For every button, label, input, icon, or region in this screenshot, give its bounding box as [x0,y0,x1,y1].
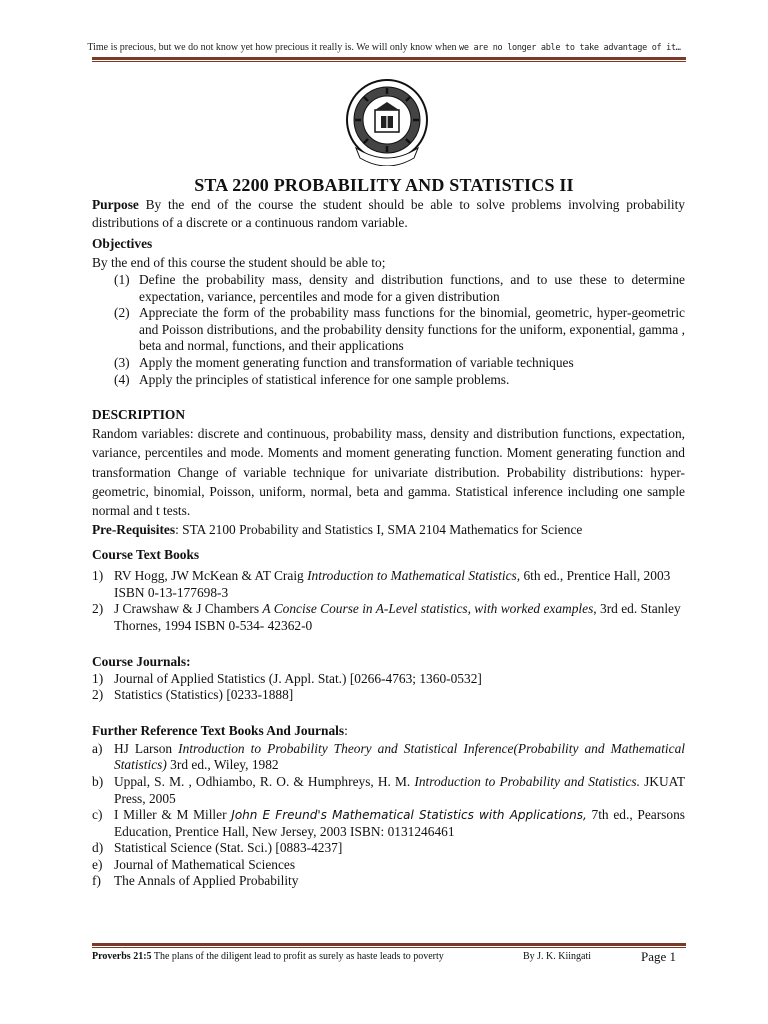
description-heading: DESCRIPTION [92,407,186,423]
header-quote-tail: we are no longer able to take advantage of it… [459,43,681,53]
reference-title: Introduction to Probability and Statistics. [414,773,640,789]
reference-item [92,774,685,807]
textbook-number: 1) [92,568,104,584]
reference-details: JKUAT Press, 2005 [114,773,685,806]
objective-text: Appreciate the form of the probability mass functions for the binomial, geometric, hyper-geometric and Poisson distributions, and the probability density functions for the uniform, exponential, gamma , beta and normal, functions, and their applications [139,305,685,354]
textbooks-list [92,568,685,634]
footer-quote [92,951,444,962]
header-quote [0,42,768,53]
prerequisites-paragraph [92,521,685,539]
objective-text: Apply the principles of statistical inference for one sample problems. [139,371,510,387]
footer-quote-text: The plans of the diligent lead to profit as surely as haste leads to poverty [151,951,444,962]
reference-authors: HJ Larson [114,740,179,756]
objective-number: (4) [114,371,130,387]
objectives-list [92,272,685,388]
textbook-title: A Concise Course in A-Level statistics, with worked examples [262,601,594,617]
objective-item [92,305,685,355]
page-title: STA 2200 PROBABILITY AND STATISTICS II [194,175,574,195]
journal-number: 2) [92,687,104,703]
reference-letter: c) [92,807,103,823]
textbook-title: Introduction to Mathematical Statistics, [307,568,521,584]
reference-letter: b) [92,773,104,789]
textbook-authors: J Crawshaw & J Chambers [114,601,263,617]
textbook-details: 6th ed., Prentice Hall, 2003 ISBN 0-13-177698-3 [114,568,671,600]
reference-item [92,807,685,840]
reference-title: Introduction to Probability Theory and Statistical Inference(Probability and Mathematical Statistics) [114,740,685,773]
textbook-authors: RV Hogg, JW McKean & AT Craig [114,568,308,584]
further-heading: Further Reference Text Books And Journals [92,722,345,738]
reference-details: 7th ed., Pearsons Education, Prentice Hall, New Jersey, 2003 ISBN: 0131246461 [114,807,685,839]
further-heading-line [92,722,685,740]
textbooks-heading: Course Text Books [92,547,200,563]
textbook-item [92,601,685,634]
prerequisites-label: Pre-Requisites [92,522,176,538]
header-rule [92,57,686,60]
journal-text: Statistics (Statistics) [0233-1888] [114,687,294,703]
journal-text: Journal of Applied Statistics (J. Appl. Stat.) [0266-4763; 1360-0532] [114,670,482,686]
document-body [92,196,685,890]
footer-rule [92,943,686,946]
journal-number: 1) [92,670,104,686]
reference-letter: a) [92,740,103,756]
journals-heading: Course Journals: [92,653,191,669]
university-crest-icon [344,78,430,166]
header-quote-main: Time is precious, but we do not know yet how precious it really is. We will only know when [87,42,460,53]
reference-item [92,873,685,890]
objective-number: (2) [114,305,130,321]
journal-item [92,671,685,688]
reference-item [92,741,685,774]
reference-letter: d) [92,840,104,856]
reference-letter: e) [92,856,103,872]
objective-number: (1) [114,272,130,287]
description-text: Random variables: discrete and continuous, probability mass, density and distribution functions, expectation, variance, percentiles and mode. Moments and moment generating function. Moment generating function and transformation Change of variable technique for univariate distribution. Probability distributions: hyper-geometric, binomial, Poisson, uniform, normal, beta and gamma. Statistical inference including one sample normal and t tests. [92,426,685,518]
objective-number: (3) [114,354,130,370]
reference-authors: Uppal, S. M. , Odhiambo, R. O. & Humphreys, H. M. [114,773,415,789]
page-footer [92,951,686,962]
further-heading-suffix: : [344,722,348,738]
reference-authors: I Miller & M Miller [114,807,232,823]
objective-item [92,355,685,372]
prerequisites-text: : STA 2100 Probability and Statistics I, SMA 2104 Mathematics for Science [175,522,583,538]
objective-item [92,372,685,389]
objectives-intro: By the end of this course the student should be able to; [92,255,386,270]
footer-author: By J. K. Kiingati [523,951,592,962]
further-list [92,741,685,890]
objective-text: Apply the moment generating function and transformation of variable techniques [139,354,574,370]
reference-letter: f) [92,873,101,889]
reference-text: Journal of Mathematical Sciences [114,856,296,872]
journals-list [92,671,685,704]
journal-item [92,687,685,704]
reference-title: John E Freund's Mathematical Statistics with Applications, [231,808,587,823]
reference-text: The Annals of Applied Probability [114,873,299,889]
footer-ref: Proverbs 21:5 [92,951,152,962]
objective-item [92,272,685,305]
objective-text: Define the probability mass, density and distribution functions, and to use these to determine expectation, variance, percentiles and mode for a given distribution [139,272,685,304]
reference-item [92,840,685,857]
reference-details: 3rd ed., Wiley, 1982 [166,757,279,773]
textbook-item [92,568,685,601]
purpose-label: Purpose [92,197,139,212]
objectives-heading: Objectives [92,236,153,251]
purpose-paragraph [92,196,685,232]
textbook-number: 2) [92,601,104,617]
textbook-details: , 3rd ed. Stanley Thornes, 1994 ISBN 0-534- 42362-0 [114,601,681,633]
reference-item [92,857,685,874]
purpose-text: By the end of the course the student should be able to solve problems involving probability distributions of a discrete or a continuous random variable. [92,197,685,230]
page-number: Page 1 [640,949,676,964]
reference-text: Statistical Science (Stat. Sci.) [0883-4237] [114,840,343,856]
